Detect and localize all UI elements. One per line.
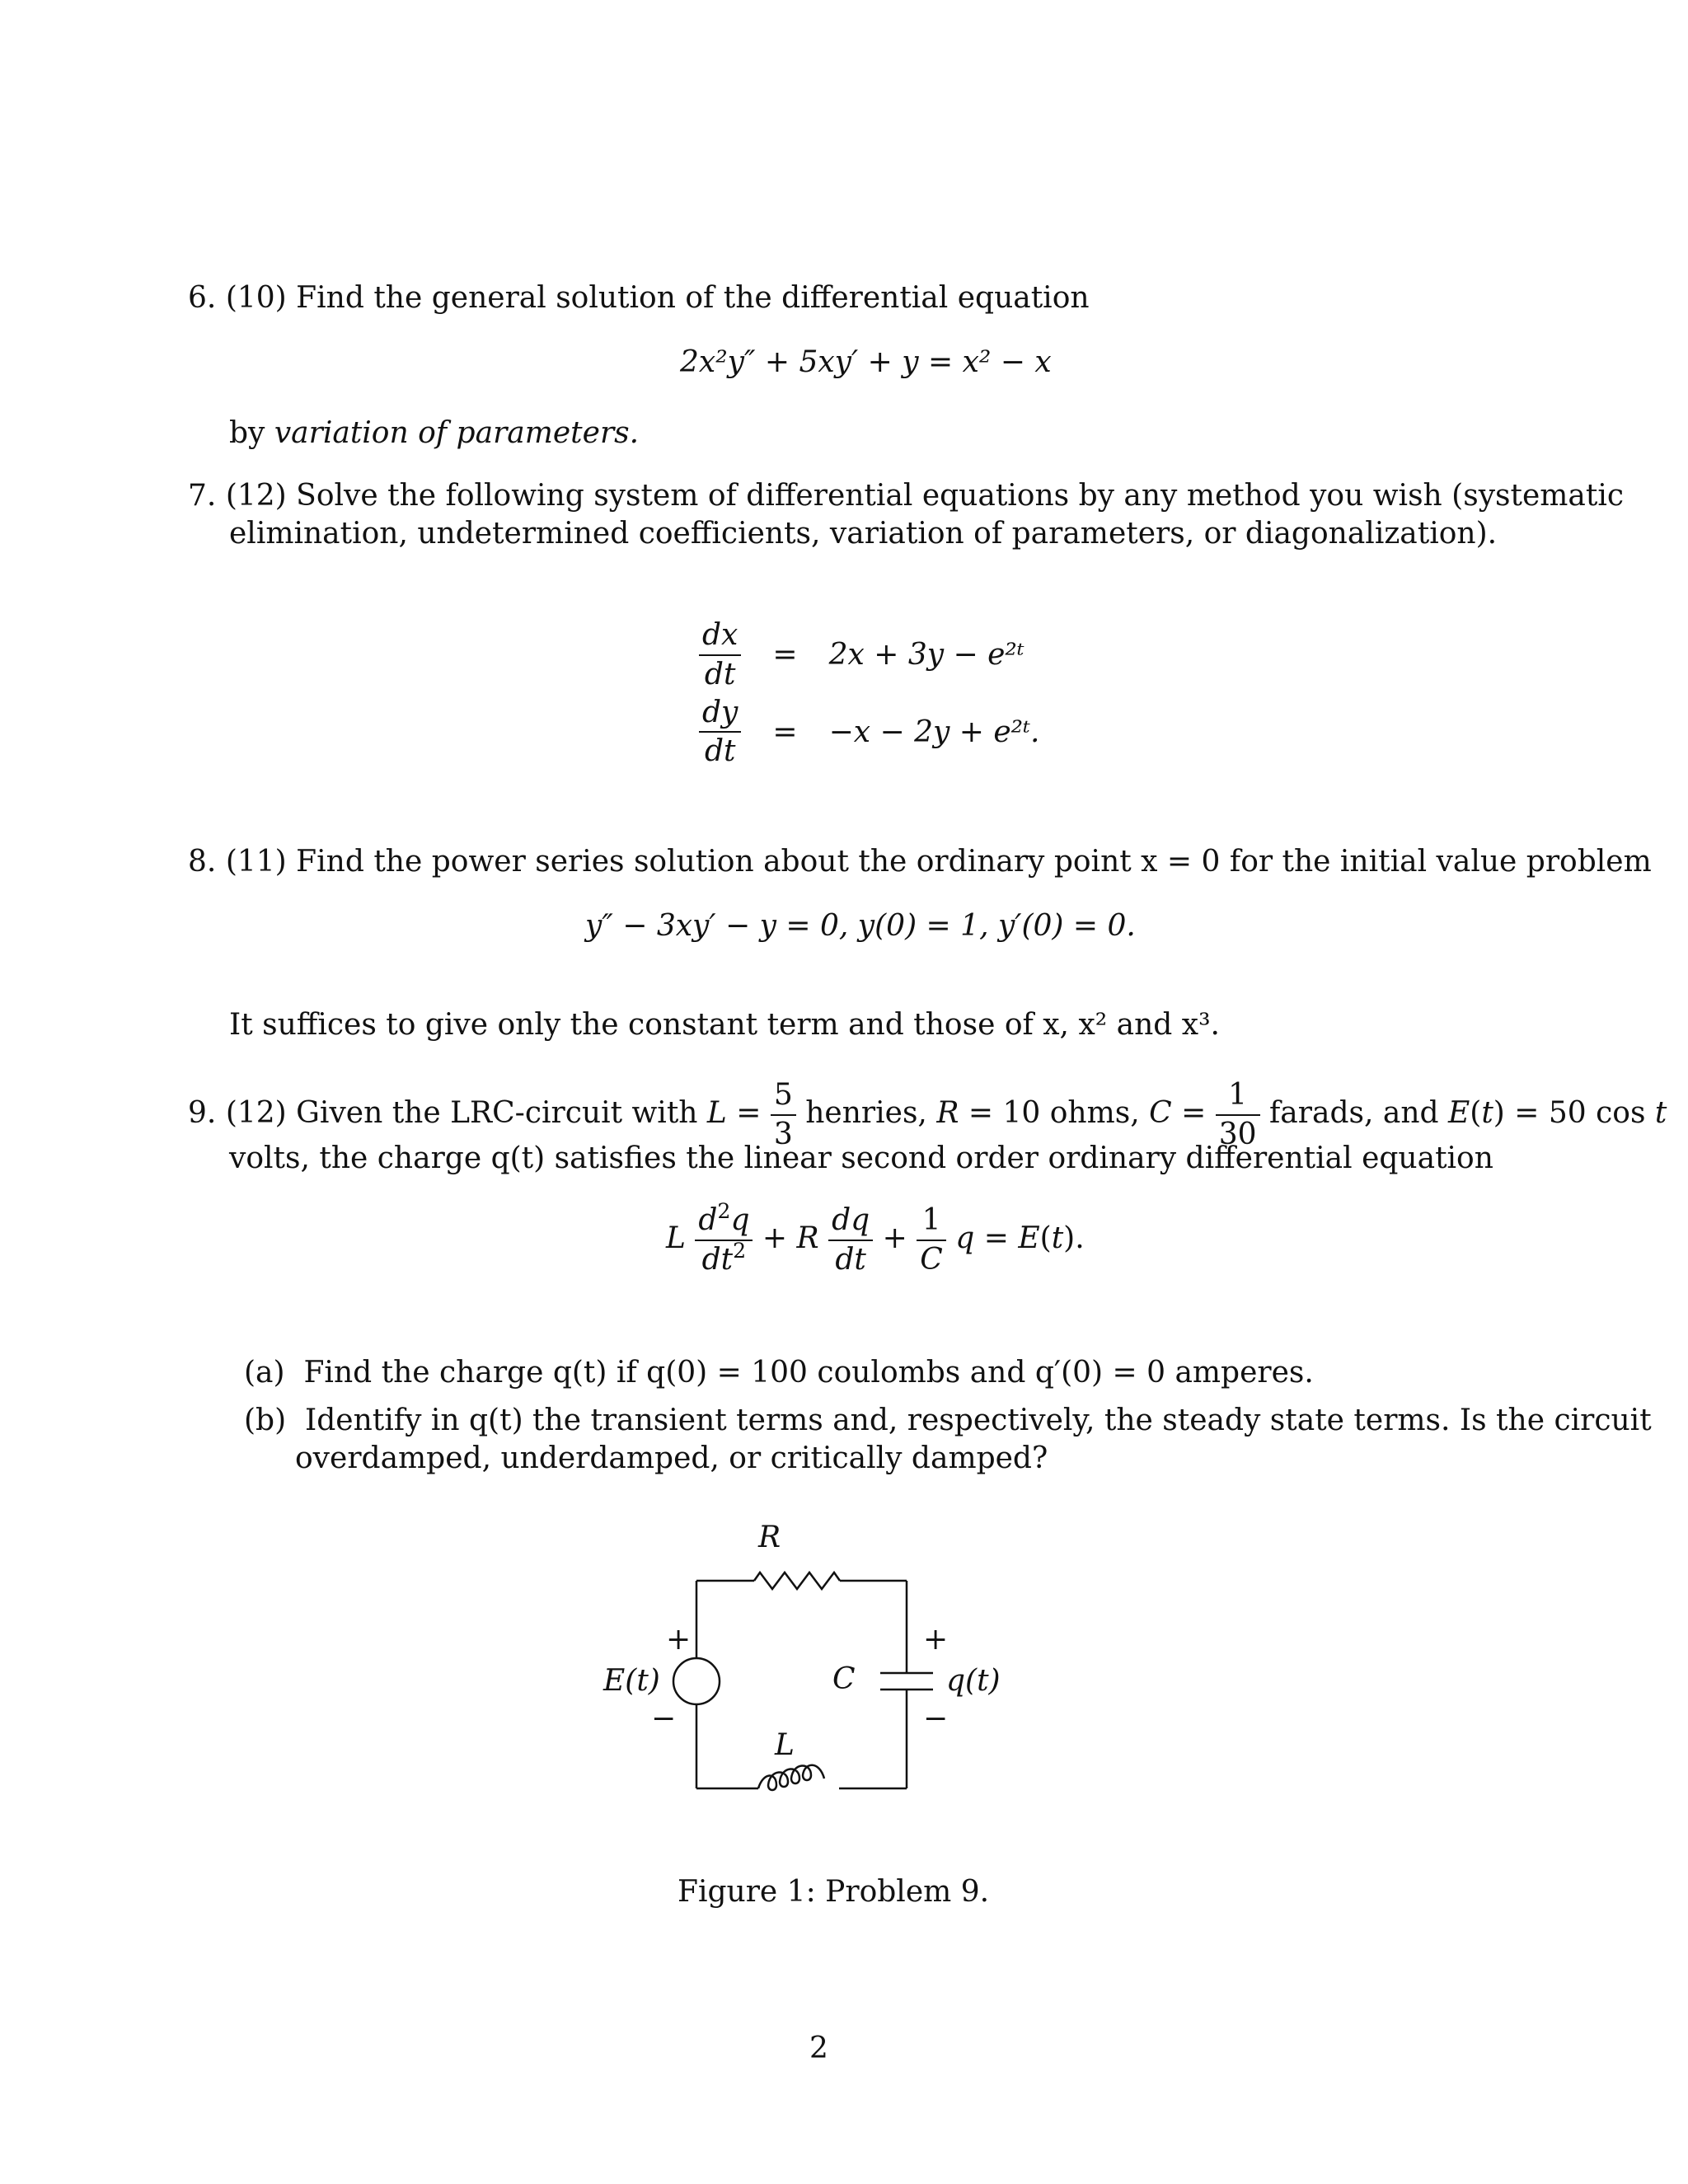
problem-8-note: It suffices to give only the constant term and those of x, x² and x³. [229, 1008, 1220, 1042]
problem-6-heading: 6. (10) Find the general solution of the differential equation [188, 281, 1090, 315]
label-L: L [775, 1728, 795, 1762]
resistor-symbol [754, 1572, 840, 1589]
figure-caption: Figure 1: Problem 9. [678, 1875, 990, 1909]
capacitor-plus: + [923, 1623, 949, 1657]
label-C: C [832, 1662, 856, 1696]
problem-8-heading: 8. (11) Find the power series solution about the ordinary point x = 0 for the initial value problem [188, 845, 1652, 879]
label-R: R [758, 1521, 781, 1554]
label-E: E(t) [603, 1664, 660, 1698]
problem-7-eq2: −x − 2y + e²ᵗ. [828, 715, 1040, 749]
problem-6-equation: 2x²y″ + 5xy′ + y = x² − x [680, 345, 1052, 379]
source-plus: + [666, 1623, 692, 1657]
problem-9-part-b: (b) Identify in q(t) the transient terms and, respectively, the steady state terms. Is the circuit [244, 1404, 1652, 1437]
source-minus: − [651, 1702, 677, 1736]
capacitor-minus: − [923, 1702, 949, 1736]
problem-9-ode: L $\frac{d^2q}{dt^2}$ + R $\frac{dq}{dt}$ + $\frac{1}{C}$ q = E(t). [666, 1199, 1085, 1277]
page-number: 2 [809, 2032, 828, 2065]
problem-9-heading: 9. (12) Given the LRC-circuit with L = $\frac{5}{3}$ henries, R = 10 ohms, C = $\frac{1}{30}$ farads, and E(t) = 50 cos t [188, 1078, 1667, 1151]
problem-6-method: by variation of parameters. [229, 416, 640, 450]
problem-9-part-a: (a) Find the charge q(t) if q(0) = 100 coulombs and q′(0) = 0 amperes. [244, 1356, 1314, 1390]
problem-7-system: $\frac{dx}{dt}$ = 2x + 3y − e²ᵗ $\frac{dy}{dt}$ = −x − 2y + e²ᵗ. [692, 616, 1046, 771]
problem-7-eq1: 2x + 3y − e²ᵗ [828, 638, 1025, 673]
problem-7-line2: elimination, undetermined coefficients, variation of parameters, or diagonalization). [229, 517, 1498, 551]
label-q: q(t) [946, 1664, 1001, 1698]
inductor-symbol [758, 1765, 824, 1790]
problem-8-equation: y″ − 3xy′ − y = 0, y(0) = 1, y′(0) = 0. [585, 909, 1136, 943]
problem-9-line2: volts, the charge q(t) satisfies the linear second order ordinary differential equation [229, 1141, 1493, 1175]
voltage-source-symbol [673, 1658, 720, 1704]
problem-7-heading: 7. (12) Solve the following system of differential equations by any method you wish (systematic [188, 479, 1625, 513]
problem-9-part-b-line2: overdamped, underdamped, or critically damped? [295, 1441, 1048, 1475]
